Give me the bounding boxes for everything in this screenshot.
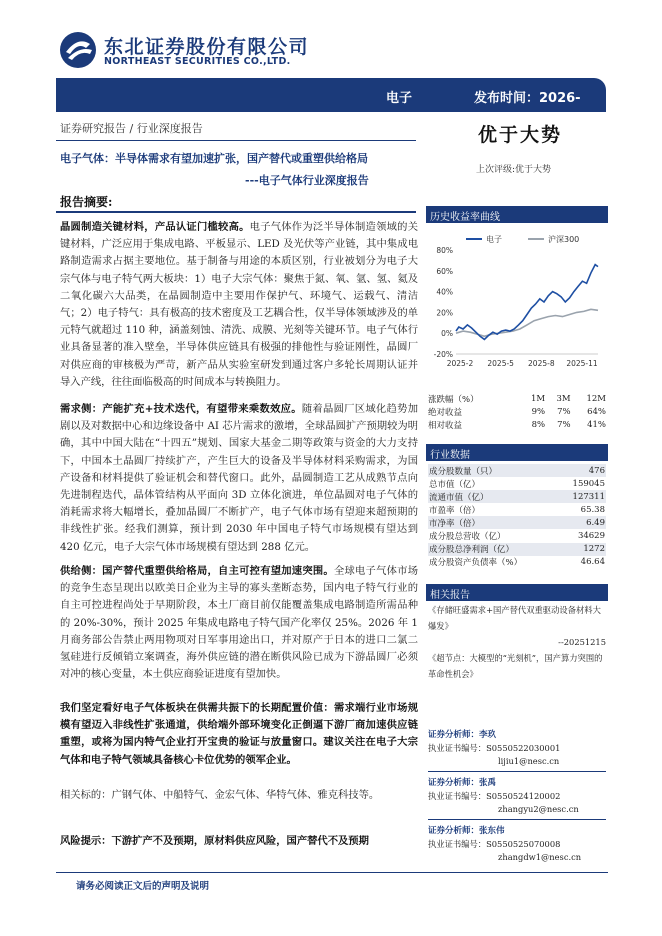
table-cell: 34629 <box>577 531 605 542</box>
risk-warning <box>60 833 418 850</box>
related-report-list <box>428 602 606 682</box>
analyst-card <box>428 825 606 864</box>
abstract-title: 报告摘要: <box>60 195 113 209</box>
table-row <box>428 503 606 516</box>
investment-view <box>60 700 418 769</box>
x-tick-label: 2025-8 <box>528 359 555 368</box>
related-section-header: 相关报告 <box>426 584 608 601</box>
report-headline: 电子气体：半导体需求有望加速扩张，国产替代或重塑供给格局 <box>60 152 368 165</box>
industry-section-header: 行业数据 <box>426 444 608 461</box>
breadcrumb: 证券研究报告 / 行业深度报告 <box>60 122 203 135</box>
analyst-email[interactable]: zhangyu2@nesc.cn <box>498 804 579 814</box>
table-cell: 6.49 <box>559 516 606 529</box>
return-chart <box>426 224 608 376</box>
sector-label: 电子 <box>386 91 413 106</box>
x-tick-label: 2025-5 <box>487 359 514 368</box>
analyst-name: 证券分析师：张东伟 <box>428 826 505 836</box>
y-tick-label: -20% <box>433 350 453 359</box>
table-cell: 476 <box>559 464 606 477</box>
company-logo <box>58 30 308 70</box>
table-cell: 46.64 <box>580 557 605 568</box>
analyst-name: 证券分析师：张禹 <box>428 778 497 788</box>
table-header-row <box>428 392 606 405</box>
table-row <box>428 418 606 431</box>
industry-data-table <box>428 464 606 569</box>
table-cell: 相对收益 <box>428 420 463 431</box>
table-row <box>428 543 606 556</box>
table-cell: 64% <box>587 406 606 417</box>
investment-view-text: 我们坚定看好电子气体板块在供需共振下的长期配置价值：需求端行业市场规模有望迈入非线性扩张通道，供给端外部环境变化正倒逼下游厂商加速供应链重塑，或将为国内特气企业打开宝贵的验证与放量窗口。建议关注在电子大宗气体和电子特气领域具备核心卡位优势的领军企业。 <box>60 702 418 766</box>
analyst-email[interactable]: lijiu1@nesc.cn <box>498 756 560 766</box>
table-row <box>428 477 606 490</box>
related-report-title[interactable]: 《存储旺盛需求+国产替代双重驱动设备材料大爆发》 <box>428 605 601 631</box>
related-targets: 相关标的：广钢气体、中船特气、金宏气体、华特气体、雅克科技等。 <box>60 789 380 801</box>
previous-rating: 上次评级:优于大势 <box>476 165 552 175</box>
y-tick-label: 20% <box>436 308 453 318</box>
table-header-cell: 12M <box>586 393 606 404</box>
divider <box>428 771 606 772</box>
paragraph-lead: 需求侧：产能扩充+技术迭代，有望带来乘数效应。 <box>60 403 302 415</box>
series-line <box>456 265 598 340</box>
abstract-paragraph <box>60 401 418 556</box>
legend-label: 电子 <box>486 235 502 244</box>
header-bar <box>56 78 606 112</box>
table-cell: 7% <box>557 406 571 417</box>
table-row <box>428 556 606 569</box>
divider <box>56 140 416 141</box>
analyst-cert: 执业证书编号：S0550525070008 <box>428 839 561 849</box>
table-cell: 流通市值（亿） <box>428 490 559 503</box>
y-tick-label: 40% <box>436 287 453 297</box>
x-tick-label: 2025-2 <box>446 359 474 368</box>
y-tick-label: 0% <box>441 329 453 339</box>
y-tick-label: 60% <box>436 266 453 276</box>
paragraph-body: 电子气体作为泛半导体制造领域的关键材料，广泛应用于集成电路、平板显示、LED 及光伏等产业链，其中集成电路制造需求占据主要地位。基于制备与用途的本质区别，行业被划分为电子大宗气体与电子特气两大板块：1）电子大宗气体：聚焦于氮、氧、氩、氢、氦及二氧化碳六大品类，在晶圆制造中主要用作保护气、环境气、运载气、清洁气；2）电子特气：具有极高的技术密度及工艺耦合性，仅半导体领域涉及的单元特气就超过 110 种，涵盖刻蚀、清洗、成膜、光刻等关键环节。电子气体行业具备显著的准入壁垒，半导体供应链具有极强的排他性与验证刚性，晶圆厂对供应商的审核极为严苛，新产品从实验室研发到通过客户多轮长周期认证并导入产线，往往面临极高的时间成本与转换阻力。 <box>60 221 418 388</box>
table-cell: 市盈率（倍） <box>429 505 481 516</box>
table-cell: 9% <box>531 406 546 417</box>
table-header-cell: 1M <box>530 393 546 404</box>
returns-table <box>428 392 606 431</box>
table-cell: 成分股数量（只） <box>428 464 559 477</box>
divider <box>56 211 416 213</box>
publish-date: 发布时间：2026- <box>474 91 581 106</box>
y-tick-label: 80% <box>436 246 453 255</box>
company-name-cn: 东北证券股份有限公司 <box>104 36 310 58</box>
analyst-card <box>428 777 606 816</box>
legend-label: 沪深300 <box>548 235 580 244</box>
table-cell: 41% <box>587 419 606 430</box>
table-cell: 市净率（倍） <box>428 516 559 529</box>
related-report-title[interactable]: 《超节点：大模型的“光刻机”，国产算力突围的革命性机会》 <box>428 653 603 679</box>
related-report-date: --20251215 <box>558 637 606 647</box>
paragraph-body: 全球电子气体市场的竞争生态呈现出以欧美日企业为主导的寡头垄断态势，国内电子特气行业的自主可控进程尚处于早期阶段，本土厂商目前仅能覆盖集成电路制造所需品种的 20%-30%，预计 2025 年集成电路电子特气国产化率仅 25%。2026 年 1 月商务部公告禁止两用物项对日军事用途出口，并对原产于日本的进口二氯二氢硅进行反倾销立案调查，海外供应链的潜在断供风险已成为下游晶圆厂必须对冲的核心变量，本土供应商验证进度有望加快。 <box>60 565 419 681</box>
table-row <box>428 516 606 529</box>
company-logo-mark <box>58 30 98 70</box>
table-cell: 1272 <box>559 543 606 556</box>
rating: 优于大势 <box>478 124 563 146</box>
table-row <box>428 405 606 418</box>
table-cell: 绝对收益 <box>428 407 463 418</box>
risk-warning-text: 风险提示：下游扩产不及预期，原材料供应风险，国产替代不及预期 <box>60 835 369 847</box>
table-row <box>428 464 606 477</box>
table-header-cell: 3M <box>556 393 571 404</box>
x-tick-label: 2025-11 <box>566 359 598 368</box>
analyst-email[interactable]: zhangdw1@nesc.cn <box>498 852 582 862</box>
table-cell: 159045 <box>572 478 605 489</box>
chart-section-header: 历史收益率曲线 <box>426 206 608 223</box>
table-cell: 总市值（亿） <box>429 479 481 490</box>
analyst-cert: 执业证书编号：S0550524120002 <box>428 791 561 801</box>
abstract-paragraph <box>60 219 418 391</box>
table-cell: 成分股总净利润（亿） <box>428 543 559 556</box>
analyst-cert: 执业证书编号：S0550522030001 <box>428 743 561 753</box>
table-cell: 成分股总营收（亿） <box>429 532 506 543</box>
table-cell: 127311 <box>559 490 606 503</box>
table-row <box>428 490 606 503</box>
footer-disclaimer[interactable]: 请务必阅读正文后的声明及说明 <box>76 881 210 892</box>
table-cell: 成分股资产负债率（%） <box>429 558 523 569</box>
footer-divider <box>56 872 608 873</box>
company-name-en: NORTHEAST SECURITIES CO.,LTD. <box>104 56 291 67</box>
table-header-cell: 涨跌幅（%） <box>428 394 479 405</box>
table-cell: 7% <box>557 419 571 430</box>
analyst-name: 证券分析师：李玖 <box>428 730 497 740</box>
paragraph-body: 随着晶圆厂区域化趋势加剧以及对数据中心和边缘设备中 AI 芯片需求的激增，全球晶圆扩产预期较为明确，其中中国大陆在“十四五”规划、国家大基金二期等政策与资金的大力支持下，中国本土晶圆厂持续扩产，产生巨大的设备及半导体材料采购需求，为国产设备和材料提供了验证机会和替代窗口。此外，晶圆制造工艺从成熟节点向先进制程迭代，晶体管结构从平面向 3D 立体化演进，单位晶圆对电子气体的消耗需求将大幅增长，叠加晶圆厂不断扩产，电子气体市场有望迎来超预期的非线性扩张。经我们测算，预计到 2030 年中国电子特气市场规模有望达到 420 亿元，电子大宗气体市场规模有望达到 288 亿元。 <box>60 403 418 553</box>
paragraph-lead: 供给侧：国产替代重塑供给格局，自主可控有望加速突围。 <box>60 565 334 577</box>
table-cell: 8% <box>531 419 546 430</box>
report-subheadline: ---电子气体行业深度报告 <box>245 174 369 187</box>
analyst-card <box>428 729 606 768</box>
divider <box>428 819 606 820</box>
abstract-paragraph <box>60 563 418 683</box>
paragraph-lead: 晶圆制造关键材料，产品认证门槛较高。 <box>60 221 250 233</box>
table-row <box>428 529 606 542</box>
table-cell: 65.38 <box>580 504 605 515</box>
